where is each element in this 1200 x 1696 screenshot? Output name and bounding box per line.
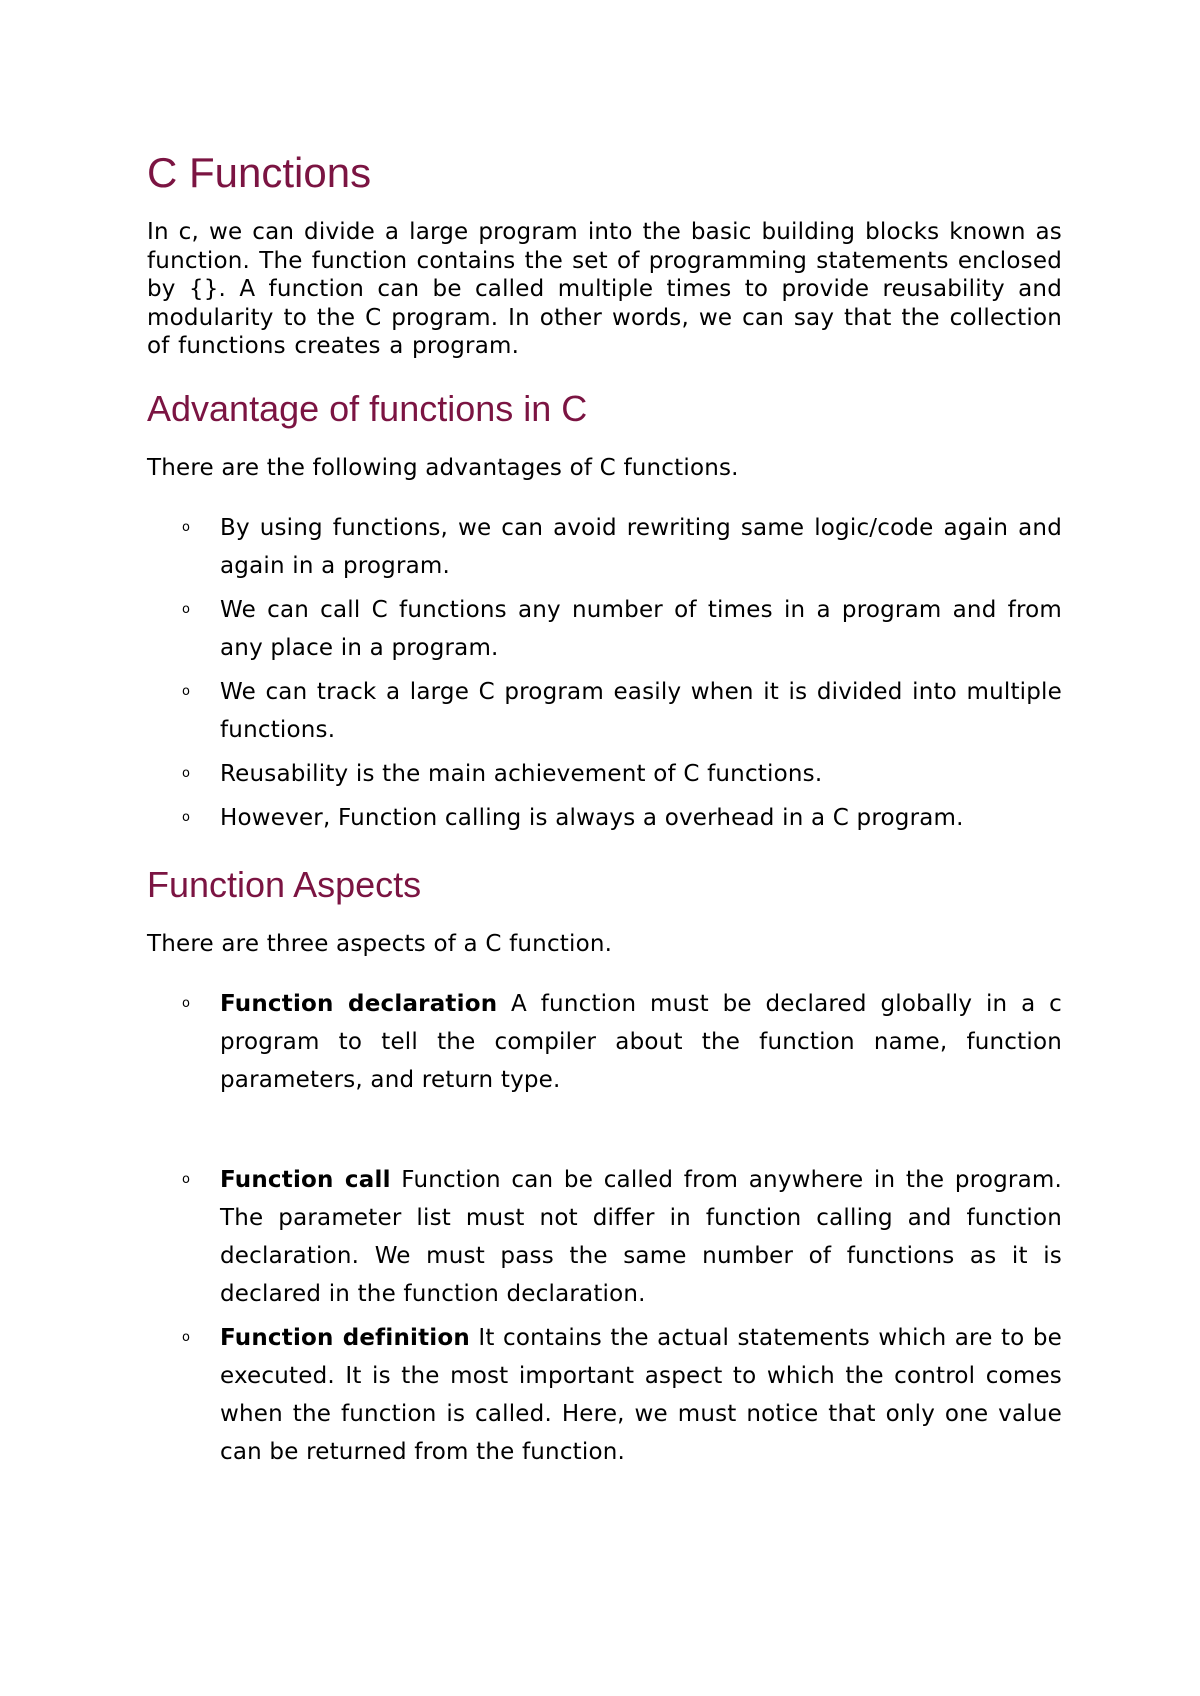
aspects-list — [147, 985, 1062, 1471]
bullet-icon: o — [182, 1171, 191, 1187]
aspects-heading: Function Aspects — [147, 863, 422, 905]
list-item — [147, 509, 1062, 585]
list-item — [147, 1319, 1062, 1471]
list-item — [147, 755, 1062, 793]
list-item-text: By using functions, we can avoid rewriting same logic/code again and again in a program. — [220, 514, 1062, 579]
aspect-term: Function definition — [220, 1324, 470, 1351]
bullet-icon: o — [182, 519, 191, 535]
list-item — [147, 591, 1062, 667]
bullet-icon: o — [182, 765, 191, 781]
bullet-icon: o — [182, 809, 191, 825]
list-item — [147, 1161, 1062, 1313]
bullet-icon: o — [182, 1329, 191, 1345]
aspect-text: A function must be declared globally in a c program to tell the compiler about the function name, function parameters, and return type. — [220, 990, 1062, 1093]
advantages-lead: There are the following advantages of C functions. — [147, 455, 739, 482]
aspect-text: It contains the actual statements which are to be executed. It is the most important aspect to which the control comes when the function is called. Here, we must notice that only one value can be returned from the function. — [220, 1324, 1062, 1465]
bullet-icon: o — [182, 995, 191, 1011]
aspects-lead: There are three aspects of a C function. — [147, 931, 613, 958]
advantages-heading: Advantage of functions in C — [147, 387, 588, 429]
list-item — [147, 799, 1062, 837]
aspect-term: Function declaration — [220, 990, 498, 1017]
list-item-text: We can call C functions any number of times in a program and from any place in a program. — [220, 596, 1062, 661]
aspect-text: Function can be called from anywhere in the program. The parameter list must not differ in function calling and function declaration. We must pass the same number of functions as it is declared in the function declaration. — [220, 1166, 1062, 1307]
document-page — [147, 150, 1062, 1477]
advantages-list — [147, 509, 1062, 837]
list-item-text: Reusability is the main achievement of C functions. — [220, 760, 823, 787]
list-item-text: We can track a large C program easily when it is divided into multiple functions. — [220, 678, 1062, 743]
bullet-icon: o — [182, 683, 191, 699]
list-item — [147, 673, 1062, 749]
list-item-text: However, Function calling is always a overhead in a C program. — [220, 804, 964, 831]
page-title: C Functions — [147, 149, 372, 196]
bullet-icon: o — [182, 601, 191, 617]
intro-paragraph: In c, we can divide a large program into the basic building blocks known as function. The function contains the set of programming statements enclosed by {}. A function can be called multiple times to provide reusability and modularity to the C program. In other words, we can say that the collection of functions creates a program. — [147, 219, 1062, 360]
aspect-term: Function call — [220, 1166, 391, 1193]
list-item — [147, 985, 1062, 1099]
